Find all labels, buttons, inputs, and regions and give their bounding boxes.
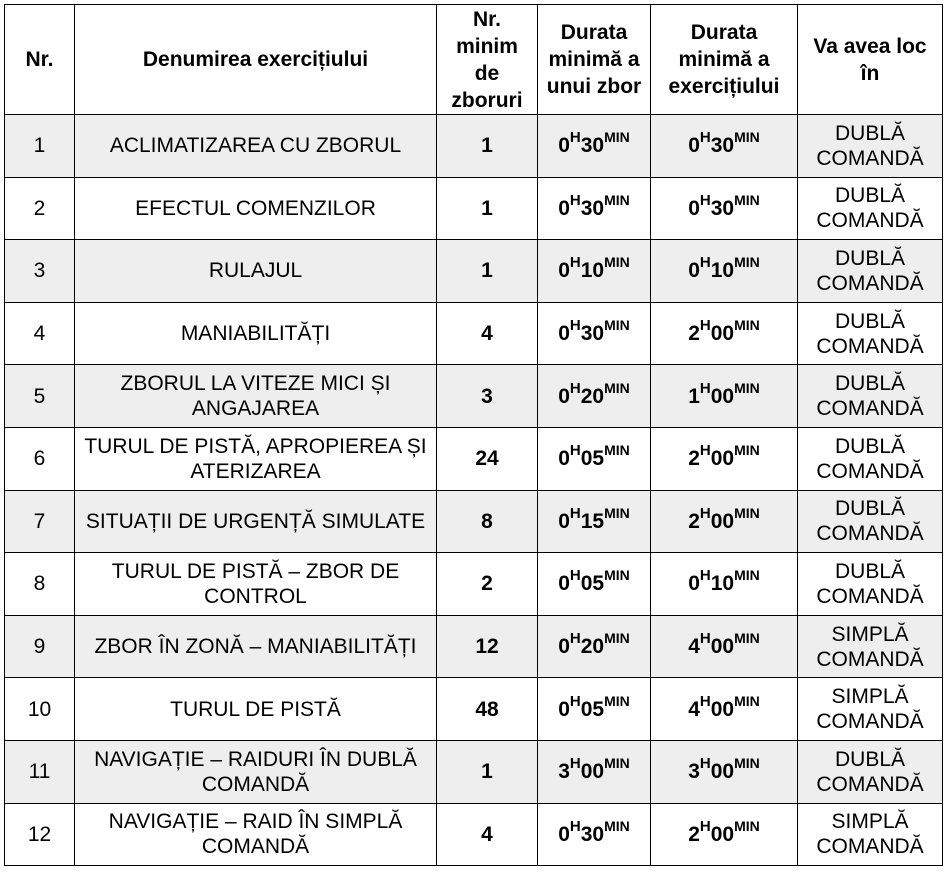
hours-value: 0 xyxy=(558,509,570,533)
min-flight-duration xyxy=(538,615,651,678)
location-line-2: COMANDĂ xyxy=(816,271,924,295)
minutes-unit: MIN xyxy=(734,379,760,396)
min-exercise-duration xyxy=(651,177,798,240)
location-line-2: COMANDĂ xyxy=(816,584,924,608)
minutes-value: 20 xyxy=(580,635,605,659)
min-flights: 3 xyxy=(437,365,538,428)
location xyxy=(798,490,943,553)
row-number: 6 xyxy=(5,427,75,490)
minutes-value: 00 xyxy=(710,635,735,659)
location-line-1: DUBLĂ xyxy=(834,497,906,521)
min-flights: 4 xyxy=(437,803,538,866)
min-flights: 1 xyxy=(437,240,538,303)
min-exercise-duration xyxy=(651,490,798,553)
hours-unit: H xyxy=(699,129,711,147)
minutes-value: 10 xyxy=(580,259,605,283)
exercise-name: MANIABILITĂȚI xyxy=(75,302,437,365)
hours-value: 0 xyxy=(558,635,570,659)
table-row xyxy=(5,553,943,616)
hours-unit: H xyxy=(699,817,711,835)
location-line-1: DUBLĂ xyxy=(834,372,906,396)
min-flights: 24 xyxy=(437,427,538,490)
min-flight-duration xyxy=(538,553,651,616)
location xyxy=(798,302,943,365)
minutes-value: 00 xyxy=(710,509,735,533)
table-row xyxy=(5,803,943,866)
exercise-name: RULAJUL xyxy=(75,240,437,303)
hours-value: 0 xyxy=(558,259,570,283)
location xyxy=(798,177,943,240)
location xyxy=(798,365,943,428)
table-row xyxy=(5,115,943,178)
minutes-unit: MIN xyxy=(604,755,630,772)
hours-unit: H xyxy=(699,379,711,397)
exercise-name: ZBOR ÎN ZONĂ – MANIABILITĂȚI xyxy=(75,615,437,678)
minutes-unit: MIN xyxy=(734,317,760,334)
hours-value: 2 xyxy=(688,447,700,471)
hours-unit: H xyxy=(699,254,711,272)
minutes-unit: MIN xyxy=(604,442,630,459)
minutes-unit: MIN xyxy=(734,191,760,208)
min-flights: 4 xyxy=(437,302,538,365)
minutes-unit: MIN xyxy=(604,317,630,334)
minutes-unit: MIN xyxy=(734,692,760,709)
location xyxy=(798,803,943,866)
hours-unit: H xyxy=(569,817,581,835)
hours-unit: H xyxy=(699,442,711,460)
location xyxy=(798,740,943,803)
min-exercise-duration xyxy=(651,365,798,428)
hours-unit: H xyxy=(569,567,581,585)
location-line-1: DUBLĂ xyxy=(834,121,906,145)
min-flights: 1 xyxy=(437,115,538,178)
hours-unit: H xyxy=(699,504,711,522)
minutes-unit: MIN xyxy=(604,692,630,709)
min-exercise-duration xyxy=(651,803,798,866)
minutes-unit: MIN xyxy=(604,817,630,834)
location-line-2: COMANDĂ xyxy=(816,397,924,421)
hours-value: 0 xyxy=(558,384,570,408)
hours-value: 0 xyxy=(558,134,570,158)
location-line-2: COMANDĂ xyxy=(816,209,924,233)
location-line-2: COMANDĂ xyxy=(816,647,924,671)
minutes-value: 05 xyxy=(580,447,605,471)
min-flight-duration xyxy=(538,115,651,178)
min-exercise-duration xyxy=(651,302,798,365)
minutes-value: 30 xyxy=(580,134,605,158)
minutes-value: 20 xyxy=(580,384,605,408)
header-exercise-name: Denumirea exercițiului xyxy=(75,5,437,115)
location-line-1: DUBLĂ xyxy=(834,747,906,771)
hours-value: 0 xyxy=(688,134,700,158)
location-line-1: DUBLĂ xyxy=(834,184,906,208)
hours-unit: H xyxy=(569,630,581,648)
row-number: 8 xyxy=(5,553,75,616)
exercise-name: EFECTUL COMENZILOR xyxy=(75,177,437,240)
hours-value: 2 xyxy=(688,322,700,346)
row-number: 3 xyxy=(5,240,75,303)
location-line-2: COMANDĂ xyxy=(816,334,924,358)
exercise-name: TURUL DE PISTĂ xyxy=(75,678,437,741)
location-line-1: DUBLĂ xyxy=(834,559,906,583)
location-line-2: COMANDĂ xyxy=(816,146,924,170)
row-number: 1 xyxy=(5,115,75,178)
table-row xyxy=(5,427,943,490)
hours-value: 3 xyxy=(558,760,570,784)
min-exercise-duration xyxy=(651,115,798,178)
minutes-unit: MIN xyxy=(734,504,760,521)
minutes-unit: MIN xyxy=(734,817,760,834)
hours-value: 2 xyxy=(688,509,700,533)
location-line-2: COMANDĂ xyxy=(816,710,924,734)
min-flights: 12 xyxy=(437,615,538,678)
header-min-exercise-duration: Durata minimă a exercițiului xyxy=(651,5,798,115)
hours-unit: H xyxy=(569,129,581,147)
location xyxy=(798,427,943,490)
table-row xyxy=(5,302,943,365)
hours-value: 2 xyxy=(688,822,700,846)
row-number: 11 xyxy=(5,740,75,803)
hours-value: 0 xyxy=(688,259,700,283)
min-flights: 1 xyxy=(437,740,538,803)
row-number: 12 xyxy=(5,803,75,866)
minutes-value: 05 xyxy=(580,572,605,596)
hours-unit: H xyxy=(569,379,581,397)
hours-value: 1 xyxy=(688,384,700,408)
min-flight-duration xyxy=(538,678,651,741)
min-exercise-duration xyxy=(651,740,798,803)
exercise-name: TURUL DE PISTĂ – ZBOR DE CONTROL xyxy=(75,553,437,616)
header-location: Va avea loc în xyxy=(798,5,943,115)
min-flight-duration xyxy=(538,365,651,428)
hours-value: 0 xyxy=(558,572,570,596)
table-row xyxy=(5,678,943,741)
location-line-1: SIMPLĂ xyxy=(831,810,909,834)
location-line-1: DUBLĂ xyxy=(834,246,906,270)
table-row xyxy=(5,740,943,803)
location-line-1: DUBLĂ xyxy=(834,309,906,333)
header-min-flights: Nr. minim de zboruri xyxy=(437,5,538,115)
minutes-value: 00 xyxy=(710,384,735,408)
row-number: 9 xyxy=(5,615,75,678)
table-row xyxy=(5,365,943,428)
minutes-value: 30 xyxy=(580,196,605,220)
minutes-unit: MIN xyxy=(604,379,630,396)
minutes-unit: MIN xyxy=(734,567,760,584)
min-exercise-duration xyxy=(651,553,798,616)
minutes-unit: MIN xyxy=(604,254,630,271)
row-number: 2 xyxy=(5,177,75,240)
exercise-name: TURUL DE PISTĂ, APROPIEREA ȘI ATERIZAREA xyxy=(75,427,437,490)
hours-value: 0 xyxy=(558,447,570,471)
table-row xyxy=(5,240,943,303)
min-flight-duration xyxy=(538,177,651,240)
exercise-table xyxy=(4,4,943,866)
min-flight-duration xyxy=(538,240,651,303)
minutes-unit: MIN xyxy=(734,129,760,146)
minutes-value: 00 xyxy=(710,822,735,846)
table-row xyxy=(5,490,943,553)
location xyxy=(798,615,943,678)
min-exercise-duration xyxy=(651,678,798,741)
exercise-name: ACLIMATIZAREA CU ZBORUL xyxy=(75,115,437,178)
min-flight-duration xyxy=(538,427,651,490)
minutes-value: 30 xyxy=(710,196,735,220)
hours-value: 0 xyxy=(558,822,570,846)
table-header-row xyxy=(5,5,943,115)
minutes-unit: MIN xyxy=(734,442,760,459)
minutes-value: 05 xyxy=(580,697,605,721)
min-exercise-duration xyxy=(651,427,798,490)
min-exercise-duration xyxy=(651,240,798,303)
row-number: 5 xyxy=(5,365,75,428)
minutes-value: 00 xyxy=(580,760,605,784)
location-line-2: COMANDĂ xyxy=(816,522,924,546)
min-flight-duration xyxy=(538,490,651,553)
hours-unit: H xyxy=(569,317,581,335)
location-line-2: COMANDĂ xyxy=(816,772,924,796)
min-flights: 2 xyxy=(437,553,538,616)
min-exercise-duration xyxy=(651,615,798,678)
minutes-value: 15 xyxy=(580,509,605,533)
hours-unit: H xyxy=(699,317,711,335)
hours-value: 0 xyxy=(558,196,570,220)
hours-value: 0 xyxy=(688,572,700,596)
minutes-unit: MIN xyxy=(734,630,760,647)
hours-unit: H xyxy=(699,755,711,773)
hours-value: 3 xyxy=(688,760,700,784)
minutes-unit: MIN xyxy=(604,504,630,521)
hours-unit: H xyxy=(699,567,711,585)
hours-value: 0 xyxy=(558,322,570,346)
minutes-value: 10 xyxy=(710,259,735,283)
location xyxy=(798,115,943,178)
minutes-value: 00 xyxy=(710,447,735,471)
hours-value: 0 xyxy=(688,196,700,220)
hours-unit: H xyxy=(569,254,581,272)
table-body xyxy=(5,115,943,866)
row-number: 7 xyxy=(5,490,75,553)
hours-value: 4 xyxy=(688,635,700,659)
location xyxy=(798,678,943,741)
minutes-value: 00 xyxy=(710,322,735,346)
minutes-unit: MIN xyxy=(604,567,630,584)
minutes-value: 00 xyxy=(710,697,735,721)
hours-unit: H xyxy=(569,755,581,773)
minutes-unit: MIN xyxy=(734,254,760,271)
minutes-value: 30 xyxy=(580,822,605,846)
location-line-1: SIMPLĂ xyxy=(831,685,909,709)
hours-value: 0 xyxy=(558,697,570,721)
hours-unit: H xyxy=(569,442,581,460)
header-nr: Nr. xyxy=(5,5,75,115)
hours-unit: H xyxy=(699,630,711,648)
minutes-unit: MIN xyxy=(604,630,630,647)
hours-unit: H xyxy=(699,191,711,209)
row-number: 10 xyxy=(5,678,75,741)
exercise-name: ZBORUL LA VITEZE MICI ȘI ANGAJAREA xyxy=(75,365,437,428)
minutes-unit: MIN xyxy=(734,755,760,772)
row-number: 4 xyxy=(5,302,75,365)
minutes-value: 30 xyxy=(580,322,605,346)
exercise-name: NAVIGAȚIE – RAID ÎN SIMPLĂ COMANDĂ xyxy=(75,803,437,866)
min-flight-duration xyxy=(538,740,651,803)
hours-value: 4 xyxy=(688,697,700,721)
table-row xyxy=(5,177,943,240)
hours-unit: H xyxy=(569,191,581,209)
minutes-value: 10 xyxy=(710,572,735,596)
location-line-1: DUBLĂ xyxy=(834,434,906,458)
location-line-2: COMANDĂ xyxy=(816,835,924,859)
hours-unit: H xyxy=(569,504,581,522)
minutes-value: 00 xyxy=(710,760,735,784)
table-row xyxy=(5,615,943,678)
min-flights: 48 xyxy=(437,678,538,741)
exercise-name: SITUAȚII DE URGENȚĂ SIMULATE xyxy=(75,490,437,553)
minutes-unit: MIN xyxy=(604,129,630,146)
minutes-unit: MIN xyxy=(604,191,630,208)
exercise-name: NAVIGAȚIE – RAIDURI ÎN DUBLĂ COMANDĂ xyxy=(75,740,437,803)
min-flight-duration xyxy=(538,302,651,365)
location-line-1: SIMPLĂ xyxy=(831,622,909,646)
header-min-flight-duration: Durata minimă a unui zbor xyxy=(538,5,651,115)
hours-unit: H xyxy=(699,692,711,710)
min-flights: 1 xyxy=(437,177,538,240)
location xyxy=(798,553,943,616)
min-flight-duration xyxy=(538,803,651,866)
location-line-2: COMANDĂ xyxy=(816,459,924,483)
location xyxy=(798,240,943,303)
minutes-value: 30 xyxy=(710,134,735,158)
min-flights: 8 xyxy=(437,490,538,553)
hours-unit: H xyxy=(569,692,581,710)
